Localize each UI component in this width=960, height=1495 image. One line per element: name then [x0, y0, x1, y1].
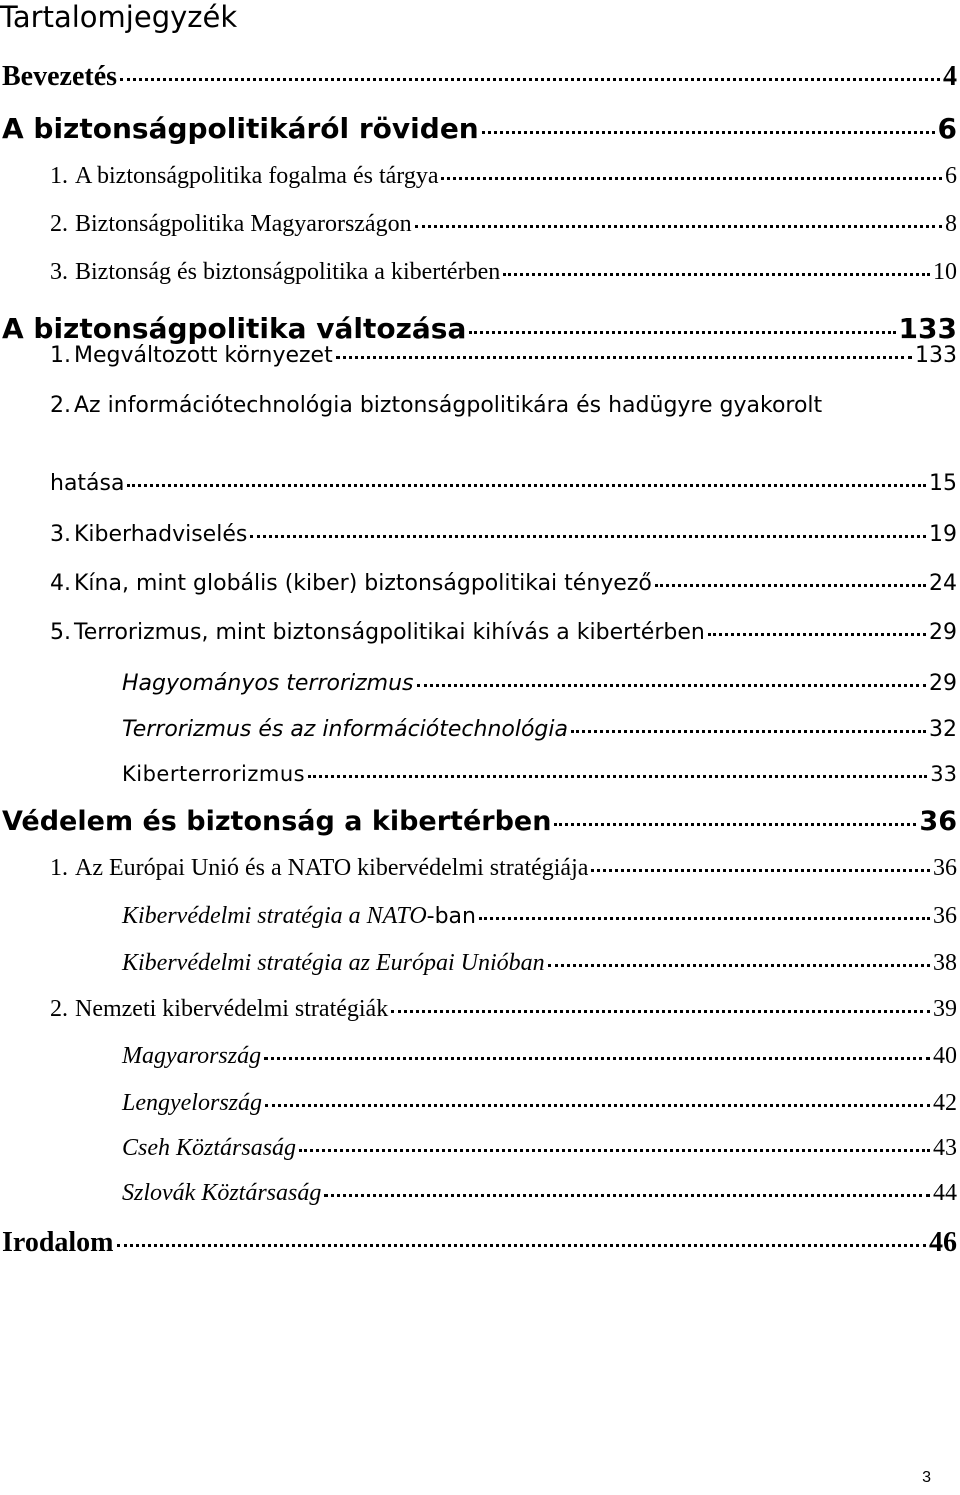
dot-leader	[324, 1194, 930, 1197]
toc-entry-hagyomanyos[interactable]	[122, 671, 957, 696]
toc-entry-page: 29	[929, 671, 957, 696]
toc-entry-page: 4	[943, 61, 957, 92]
dot-leader	[479, 917, 930, 920]
toc-entry-label: Nemzeti kibervédelmi stratégiák	[75, 996, 389, 1022]
page-number: 3	[922, 1469, 931, 1486]
toc-entry-kina[interactable]	[50, 571, 957, 596]
toc-entry-page: 40	[933, 1043, 957, 1069]
toc-entry-page: 19	[929, 522, 957, 547]
toc-entry-number: 1.	[50, 163, 68, 189]
toc-entry-label: A biztonságpolitika fogalma és tárgya	[75, 163, 439, 189]
toc-entry-nato[interactable]	[122, 903, 957, 930]
dot-leader	[308, 775, 927, 778]
toc-entry-label: Az Európai Unió és a NATO kibervédelmi stratégiája	[75, 855, 589, 881]
toc-entry-label: Kiberhadviselés	[74, 522, 248, 547]
dot-leader	[591, 869, 930, 872]
toc-entry-page: 6	[945, 163, 957, 189]
toc-entry-label: Cseh Köztársaság	[122, 1135, 297, 1161]
toc-entry-magyarorszagon[interactable]	[50, 211, 957, 238]
toc-entry-bevezetes[interactable]	[2, 61, 957, 93]
toc-entry-eu-nato[interactable]	[50, 855, 957, 882]
dot-leader	[264, 1057, 930, 1060]
toc-entry-number: 3.	[50, 259, 68, 285]
dot-leader	[482, 131, 935, 134]
toc-entry-page: 10	[933, 259, 957, 285]
toc-entry-eu[interactable]	[122, 950, 957, 977]
toc-entry-kiberterrorizmus[interactable]	[122, 762, 957, 786]
toc-entry-label: Bevezetés	[2, 61, 118, 92]
toc-entry-kornyezet[interactable]	[50, 343, 957, 368]
toc-entry-number: 5.	[50, 620, 71, 645]
dot-leader	[250, 535, 926, 538]
dot-leader	[708, 633, 926, 636]
toc-entry-page: 29	[929, 620, 957, 645]
toc-entry-page: 24	[929, 571, 957, 596]
toc-entry-infotech[interactable]	[50, 393, 822, 418]
toc-entry-label: A biztonságpolitikáról röviden	[2, 112, 479, 145]
toc-entry-biztonsagpolitika-roviden[interactable]	[2, 112, 957, 145]
toc-entry-page: 36	[919, 806, 957, 837]
toc-entry-page: 42	[933, 1090, 957, 1116]
toc-entry-page: 133	[915, 343, 957, 368]
toc-entry-valtozasa[interactable]	[2, 312, 957, 345]
toc-entry-label: Kína, mint globális (kiber) biztonságpolitikai tényező	[74, 571, 652, 596]
dot-leader	[469, 331, 895, 334]
toc-entry-kiberterben[interactable]	[50, 259, 957, 286]
toc-entry-szlovak[interactable]	[122, 1180, 957, 1207]
toc-entry-cseh[interactable]	[122, 1135, 957, 1162]
dot-leader	[336, 356, 912, 359]
toc-entry-label: Irodalom	[2, 1227, 114, 1258]
dot-leader	[417, 684, 926, 687]
toc-entry-page: 36	[933, 855, 957, 881]
toc-entry-label: Kiberterrorizmus	[122, 762, 306, 786]
toc-entry-page: 8	[945, 211, 957, 237]
toc-entry-magyarorszag[interactable]	[122, 1043, 957, 1070]
toc-entry-number: 3.	[50, 522, 71, 547]
toc-entry-label-suffix: -ban	[426, 904, 476, 929]
toc-title: Tartalomjegyzék	[0, 0, 238, 34]
dot-leader	[117, 1244, 927, 1247]
toc-entry-label: Biztonság és biztonságpolitika a kibertérben	[75, 259, 501, 285]
toc-entry-terrorizmus[interactable]	[50, 620, 957, 645]
toc-entry-page: 6	[937, 112, 957, 145]
toc-entry-terrorizmus-infotech[interactable]	[122, 717, 957, 742]
dot-leader	[391, 1010, 930, 1013]
toc-entry-lengyelorszag[interactable]	[122, 1090, 957, 1117]
toc-entry-number: 1.	[50, 855, 68, 881]
toc-entry-label: Terrorizmus és az információtechnológia	[122, 717, 568, 742]
toc-entry-nemzeti[interactable]	[50, 996, 957, 1023]
toc-entry-page: 32	[929, 717, 957, 742]
toc-entry-page: 43	[933, 1135, 957, 1161]
toc-entry-label: Megváltozott környezet	[74, 343, 333, 368]
dot-leader	[299, 1149, 930, 1152]
toc-entry-number: 1.	[50, 343, 71, 368]
toc-entry-page: 46	[929, 1227, 957, 1258]
toc-entry-infotech-continuation[interactable]	[50, 471, 957, 496]
dot-leader	[441, 177, 942, 180]
dot-leader	[265, 1104, 930, 1107]
dot-leader	[415, 225, 942, 228]
dot-leader	[127, 484, 926, 487]
toc-entry-fogalma[interactable]	[50, 163, 957, 190]
toc-entry-label: A biztonságpolitika változása	[2, 312, 467, 345]
toc-entry-page: 33	[930, 762, 957, 786]
dot-leader	[554, 823, 916, 826]
toc-entry-page: 44	[933, 1180, 957, 1206]
toc-entry-label: Lengyelország	[122, 1090, 262, 1116]
dot-leader	[503, 273, 930, 276]
toc-entry-label: hatása	[50, 471, 125, 496]
toc-entry-kiberhadviseles[interactable]	[50, 522, 957, 547]
toc-entry-label: Védelem és biztonság a kibertérben	[2, 806, 552, 837]
toc-entry-number: 4.	[50, 571, 71, 596]
toc-entry-label: Hagyományos terrorizmus	[122, 671, 414, 696]
toc-entry-number: 2.	[50, 393, 71, 418]
toc-entry-label: Magyarország	[122, 1043, 262, 1069]
toc-entry-label: Kibervédelmi stratégia az Európai Unióban	[122, 950, 545, 976]
toc-entry-label: Szlovák Köztársaság	[122, 1180, 322, 1206]
dot-leader	[548, 964, 930, 967]
toc-entry-label: Biztonságpolitika Magyarországon	[75, 211, 412, 237]
toc-entry-page: 39	[933, 996, 957, 1022]
toc-entry-vedelem[interactable]	[2, 806, 957, 837]
dot-leader	[571, 730, 926, 733]
toc-entry-label: Terrorizmus, mint biztonságpolitikai kihívás a kibertérben	[74, 620, 705, 645]
toc-entry-page: 36	[933, 903, 957, 929]
dot-leader	[655, 584, 926, 587]
toc-entry-label: Az információtechnológia biztonságpolitikára és hadügyre gyakorolt	[74, 393, 823, 418]
toc-entry-irodalom[interactable]	[2, 1227, 957, 1259]
toc-entry-number: 2.	[50, 996, 68, 1022]
toc-entry-page: 15	[929, 471, 957, 496]
toc-entry-label: Kibervédelmi stratégia a NATO	[122, 903, 427, 929]
dot-leader	[120, 78, 940, 81]
toc-entry-number: 2.	[50, 211, 68, 237]
toc-entry-page: 38	[933, 950, 957, 976]
toc-entry-page: 133	[898, 312, 957, 345]
